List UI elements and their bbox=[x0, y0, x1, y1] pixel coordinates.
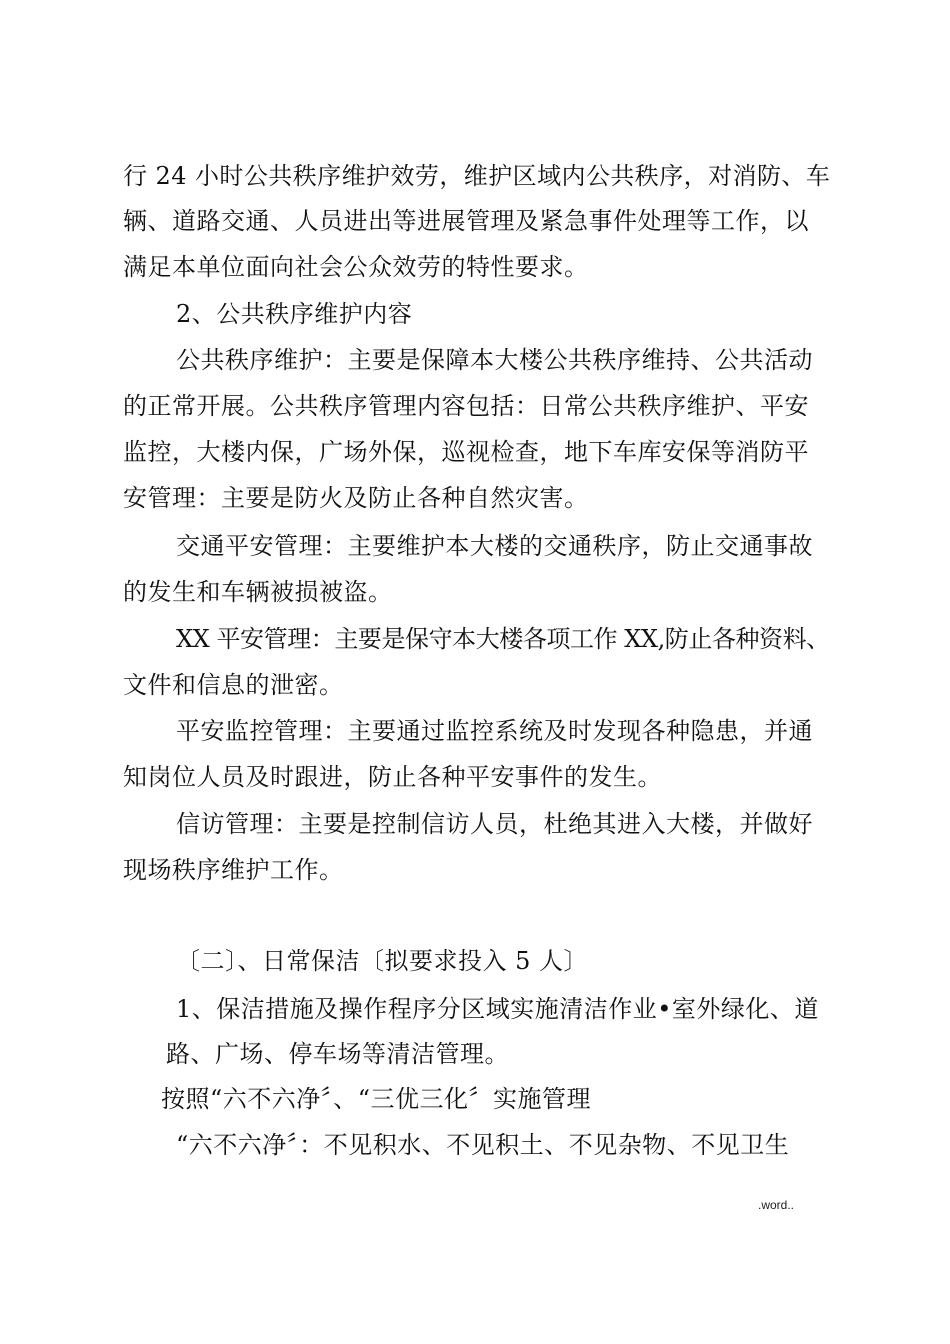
text-line: 按照“六不六净〞、“三优三化〞实施管理 bbox=[161, 1085, 592, 1113]
text-line: 的正常开展。公共秩序管理内容包括：日常公共秩序维护、平安 bbox=[123, 392, 809, 420]
text-line: 满足本单位面向社会公众效劳的特性要求。 bbox=[123, 253, 589, 281]
text-line: 监控，大楼内保，广场外保，巡视检查，地下车库安保等消防平 bbox=[123, 438, 809, 466]
text-line: 平安监控管理：主要通过监控系统及时发现各种隐患，并通 bbox=[176, 717, 813, 745]
text-line: XX 平安管理：主要是保守本大楼各项工作 XX,防止各种资料、 bbox=[176, 625, 830, 653]
text-line: 现场秩序维护工作。 bbox=[123, 856, 344, 884]
section-heading: 2、公共秩序维护内容 bbox=[176, 300, 413, 328]
text-line: 知岗位人员及时跟进，防止各种平安事件的发生。 bbox=[123, 763, 662, 791]
text-line: 行 24 小时公共秩序维护效劳，维护区域内公共秩序，对消防、车 bbox=[123, 162, 831, 190]
text-line: 路、广场、停车场等清洁管理。 bbox=[166, 1040, 509, 1068]
text-line: 辆、道路交通、人员进出等进展管理及紧急事件处理等工作，以 bbox=[123, 207, 809, 235]
text-line: 1、保洁措施及操作程序分区域实施清洁作业•室外绿化、道 bbox=[176, 995, 819, 1023]
text-line: 交通平安管理：主要维护本大楼的交通秩序，防止交通事故 bbox=[176, 532, 813, 560]
text-line: 信访管理：主要是控制信访人员，杜绝其进入大楼，并做好 bbox=[176, 810, 813, 838]
text-line: 安管理：主要是防火及防止各种自然灾害。 bbox=[123, 484, 589, 512]
text-line: “六不六净〞：不见积水、不见积土、不见杂物、不见卫生 bbox=[176, 1131, 790, 1159]
text-line: 的发生和车辆被损被盗。 bbox=[123, 578, 393, 606]
text-line: 文件和信息的泄密。 bbox=[123, 671, 344, 699]
section-heading: 〔二〕、日常保洁〔拟要求投入 5 人〕 bbox=[176, 947, 589, 975]
page-footer: .word.. bbox=[758, 1198, 795, 1212]
text-line: 公共秩序维护：主要是保障本大楼公共秩序维持、公共活动 bbox=[176, 346, 813, 374]
